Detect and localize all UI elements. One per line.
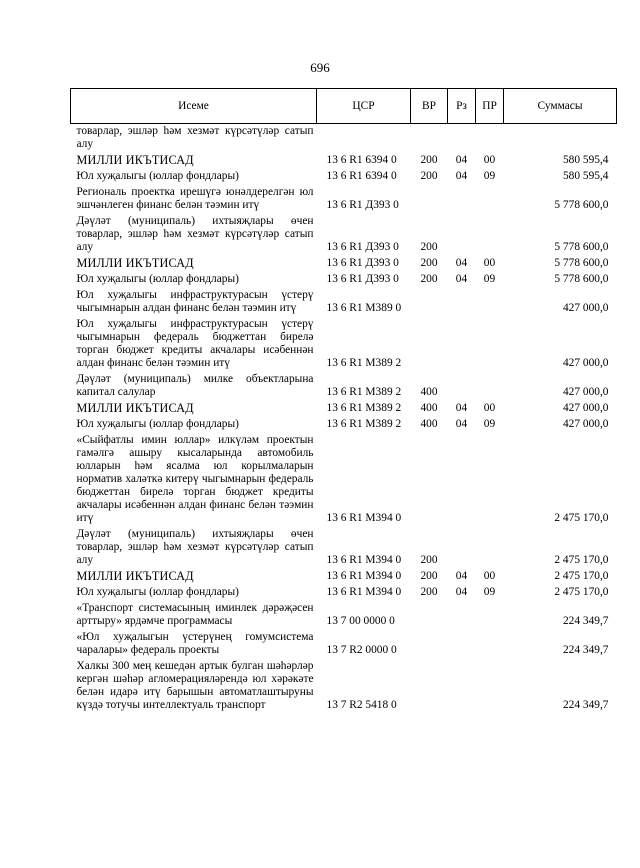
table-row [71, 401, 617, 417]
cell-name: Юл хуҗалыгы инфраструктурасын үстерү чыгымнарын федераль бюджеттан бирелә торган бюджет кредиты акчалары исәбеннән алдан финанс белән тәэмин итү [76, 318, 314, 369]
cell-sum: 427 000,0 [562, 402, 609, 414]
cell-csr: 13 7 R2 0000 0 [326, 644, 397, 656]
cell-sum: 427 000,0 [562, 302, 609, 314]
cell-name: Дәүләт (муниципаль) милке объектларына капитал салулар [76, 373, 314, 398]
cell-rz [448, 659, 476, 714]
cell-pr [476, 433, 504, 527]
cell-pr: 00 [483, 570, 496, 582]
cell-csr: 13 7 00 0000 0 [326, 615, 395, 627]
cell-sum: 580 595,4 [562, 154, 609, 166]
cell-sum [504, 124, 617, 154]
cell-csr: 13 6 R1 M394 0 [326, 570, 402, 582]
cell-rz: 04 [455, 170, 468, 182]
cell-sum: 5 778 600,0 [554, 257, 609, 269]
cell-csr: 13 6 R1 Д393 0 [326, 241, 399, 253]
table-row [71, 433, 617, 527]
cell-sum: 2 475 170,0 [554, 586, 609, 598]
table-row [71, 288, 617, 317]
cell-sum: 5 778 600,0 [554, 273, 609, 285]
cell-csr: 13 7 R2 5418 0 [326, 699, 397, 711]
table-row [71, 214, 617, 256]
cell-sum: 224 349,7 [562, 615, 609, 627]
cell-rz [448, 433, 476, 527]
cell-vr: 200 [420, 170, 438, 182]
cell-vr [411, 185, 448, 214]
cell-vr: 200 [420, 586, 438, 598]
header-sum: Суммасы [504, 89, 617, 124]
cell-name: «Транспорт системасының иминлек дәрәҗәсен арттыру» ярдәмче программасы [76, 602, 314, 627]
cell-sum: 224 349,7 [562, 644, 609, 656]
cell-csr: 13 6 R1 M389 2 [326, 357, 402, 369]
cell-pr: 00 [483, 154, 496, 166]
cell-pr [476, 185, 504, 214]
cell-rz [448, 317, 476, 372]
cell-name: товарлар, эшләр һәм хезмәт күрсәтүләр сатып алу [76, 125, 314, 150]
cell-name: Юл хуҗалыгы инфраструктурасын үстерү чыгымнарын алдан финанс белән тәэмин итү [76, 289, 314, 314]
cell-csr: 13 6 R1 Д393 0 [326, 257, 399, 269]
cell-sum: 5 778 600,0 [554, 199, 609, 211]
cell-csr: 13 6 R1 M389 2 [326, 418, 402, 430]
cell-name: Дәүләт (муниципаль) ихтыяҗлары өчен товарлар, эшләр һәм хезмәт күрсәтүләр сатып алу [76, 528, 314, 566]
table-row [71, 585, 617, 601]
cell-vr: 400 [420, 386, 438, 398]
cell-csr: 13 6 R1 Д393 0 [326, 273, 399, 285]
cell-csr: 13 6 R1 M389 0 [326, 302, 402, 314]
cell-vr [411, 659, 448, 714]
cell-rz [448, 214, 476, 256]
cell-pr: 09 [483, 273, 496, 285]
cell-vr: 200 [420, 154, 438, 166]
header-vr: ВР [411, 89, 448, 124]
cell-pr: 09 [483, 418, 496, 430]
table-row [71, 169, 617, 185]
cell-sum: 224 349,7 [562, 699, 609, 711]
cell-name: «Юл хуҗалыгын үстерүнең гомумсистема чаралары» федераль проекты [76, 631, 314, 656]
table-header-row [71, 89, 617, 124]
cell-rz [448, 630, 476, 659]
cell-csr: 13 6 R1 M394 0 [326, 512, 402, 524]
cell-rz [448, 288, 476, 317]
cell-name: Региональ проектка ирешүгә юнәлдерелгән юл эшчәнлеген финанс белән тәэмин итү [76, 186, 314, 211]
cell-vr [411, 124, 448, 154]
cell-pr: 00 [483, 257, 496, 269]
cell-pr [476, 317, 504, 372]
cell-csr [317, 124, 411, 154]
table-row [71, 601, 617, 630]
cell-name: МИЛЛИ ИКЪТИСАД [76, 153, 194, 167]
cell-vr [411, 433, 448, 527]
table-row [71, 372, 617, 401]
cell-csr: 13 6 R1 M389 2 [326, 402, 402, 414]
cell-rz: 04 [455, 154, 468, 166]
cell-rz: 04 [455, 273, 468, 285]
cell-rz [448, 124, 476, 154]
cell-rz: 04 [455, 257, 468, 269]
cell-pr: 00 [483, 402, 496, 414]
header-rz: Рз [448, 89, 476, 124]
cell-vr [411, 601, 448, 630]
cell-vr: 200 [420, 273, 438, 285]
cell-csr: 13 6 R1 Д393 0 [326, 199, 399, 211]
table-row [71, 272, 617, 288]
cell-pr [476, 372, 504, 401]
cell-vr: 400 [420, 402, 438, 414]
cell-vr: 400 [420, 418, 438, 430]
cell-csr: 13 6 R1 M394 0 [326, 586, 402, 598]
cell-vr [411, 288, 448, 317]
cell-csr: 13 6 R1 M394 0 [326, 554, 402, 566]
table-row [71, 124, 617, 154]
cell-vr: 200 [420, 241, 438, 253]
cell-sum: 5 778 600,0 [554, 241, 609, 253]
cell-pr: 09 [483, 586, 496, 598]
page-number: 696 [310, 60, 330, 75]
cell-pr [476, 288, 504, 317]
cell-sum: 427 000,0 [562, 386, 609, 398]
cell-pr [476, 659, 504, 714]
cell-name: Халкы 300 мең кешедән артык булган шәһәрләр кергән шәһәр агломерацияләрендә юл хәрәкәте белән идарә итү барышын автоматлаштыруны күздә тотучы интеллектуаль транспорт [76, 660, 314, 711]
header-name: Исеме [71, 89, 317, 124]
cell-vr [411, 630, 448, 659]
cell-csr: 13 6 R1 M389 2 [326, 386, 402, 398]
cell-rz [448, 185, 476, 214]
table-row [71, 630, 617, 659]
cell-vr: 200 [420, 554, 438, 566]
cell-name: «Сыйфатлы имин юллар» илкүләм проектын гамәлгә ашыру кысаларында автомобиль юлларын һәм ясалма юл корылмаларын норматив халәткә китерү чыгымнарын федераль бюджеттан бирелә торган бюджет кредиты акчалары исәбеннән алдан финанс белән тәэмин итү [76, 434, 314, 524]
cell-name: Дәүләт (муниципаль) ихтыяҗлары өчен товарлар, эшләр һәм хезмәт күрсәтүләр сатып алу [76, 215, 314, 253]
header-csr: ЦСР [317, 89, 411, 124]
cell-sum: 580 595,4 [562, 170, 609, 182]
cell-name: Юл хуҗалыгы (юллар фондлары) [76, 273, 239, 285]
cell-name: Юл хуҗалыгы (юллар фондлары) [76, 418, 239, 430]
table-row [71, 417, 617, 433]
cell-pr [476, 527, 504, 569]
cell-rz: 04 [455, 402, 468, 414]
cell-name: Юл хуҗалыгы (юллар фондлары) [76, 586, 239, 598]
table-row [71, 569, 617, 585]
cell-name: МИЛЛИ ИКЪТИСАД [76, 256, 194, 270]
table-row [71, 527, 617, 569]
cell-rz [448, 372, 476, 401]
cell-sum: 2 475 170,0 [554, 570, 609, 582]
table-row [71, 185, 617, 214]
cell-rz: 04 [455, 586, 468, 598]
cell-name: МИЛЛИ ИКЪТИСАД [76, 569, 194, 583]
table-row [71, 153, 617, 169]
cell-vr: 200 [420, 257, 438, 269]
table-body [71, 124, 617, 715]
cell-pr [476, 601, 504, 630]
cell-rz: 04 [455, 418, 468, 430]
cell-rz [448, 527, 476, 569]
cell-sum: 427 000,0 [562, 418, 609, 430]
cell-vr: 200 [420, 570, 438, 582]
budget-table [70, 88, 617, 714]
cell-name: Юл хуҗалыгы (юллар фондлары) [76, 170, 239, 182]
cell-rz: 04 [455, 570, 468, 582]
table-row [71, 659, 617, 714]
cell-csr: 13 6 R1 6394 0 [326, 170, 397, 182]
cell-sum: 427 000,0 [562, 357, 609, 369]
cell-pr [476, 214, 504, 256]
cell-pr [476, 630, 504, 659]
cell-rz [448, 601, 476, 630]
header-pr: ПР [476, 89, 504, 124]
cell-name: МИЛЛИ ИКЪТИСАД [76, 401, 194, 415]
table-row [71, 317, 617, 372]
table-row [71, 256, 617, 272]
cell-sum: 2 475 170,0 [554, 512, 609, 524]
cell-sum: 2 475 170,0 [554, 554, 609, 566]
cell-csr: 13 6 R1 6394 0 [326, 154, 397, 166]
cell-pr [476, 124, 504, 154]
cell-pr: 09 [483, 170, 496, 182]
cell-vr [411, 317, 448, 372]
